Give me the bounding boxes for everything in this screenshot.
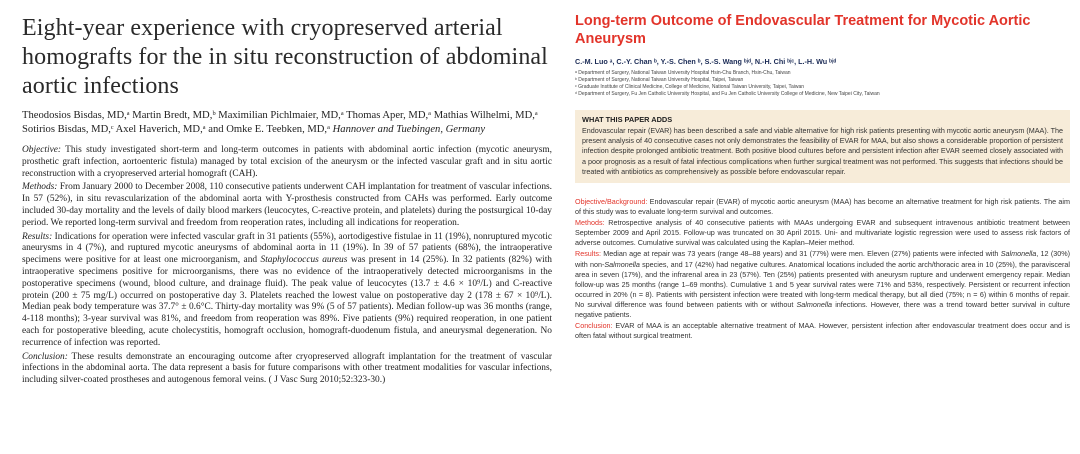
right-results-organism-1: Salmonella [1000,249,1037,259]
left-paper-abstract [22,14,552,444]
right-paper-authors: C.-M. Luo ᵃ, C.-Y. Chan ᵇ, Y.-S. Chen ᵇ, S.-S. Wang ᵇʲᵈ, N.-H. Chi ᵇʲᶜ, L.-H. Wu ᵇʲᵈ [575,57,837,66]
right-methods-text: Retrospective analysis of 40 consecutive patients with MAAs undergoing EVAR and subsequent intravenous antibiotic treatment between September 2009 and April 2015. Follow-up was truncated on 30 April 2015. Uni- and multivariate logistic regression were used to assess risk factors of adverse outcomes. Cumulative survival was calculated using the Kaplan–Meier method. [575,218,1070,248]
left-objective-text: This study investigated short-term and long-term outcomes in patients with abdominal aortic infection (mycotic aneurysm, prosthetic graft infection, aortoenteric fistula) managed by total excision of the aneurysm or the infected vascular graft and in situ aortic reconstruction with a cryopreserved arterial homograft (CAH). [22,145,552,179]
left-conclusion-label: Conclusion: [22,351,68,362]
right-results-text-4: infections. However, there was a trend toward better survival in culture negative patients. [575,299,1070,320]
left-results-organism: Staphylococcus aureus [260,255,348,266]
right-results-text-1: Median age at repair was 73 years (range 48–88 years) and 31 (77%) were men. Eleven (27%) patients were infected with [600,249,1001,259]
right-results-text-2: , 12 (30%) with non- [575,249,1070,269]
right-methods-paragraph [575,218,1070,248]
right-results-label: Results: [575,249,601,259]
right-paper-title: Long-term Outcome of Endovascular Treatment for Mycotic Aortic Aneurysm [575,13,1031,47]
right-conclusion-text: EVAR of MAA is an acceptable alternative treatment of MAA. However, persistent infection after endovascular treatment does occur and is often fatal without surgical treatment. [575,321,1070,341]
left-methods-text: From January 2000 to December 2008, 110 consecutive patients underwent CAH implantation for treatment of vascular infections. In 57 (52%), in situ revascularization of the abdominal aorta with Y-prosthesis constructed from CAHs was performed. Early outcome included 30-day mortality and the levels of daily blood markers (leucocytes, C-reactive protein, and platelets) during the postsurgical 10-day period. We reported long-term survival and freedom from reoperation rates, including all indications for reoperation. [22,182,552,228]
right-results-organism-2: Salmonella [604,259,640,269]
right-methods-label: Methods: [575,218,605,228]
right-conclusion-label: Conclusion: [575,321,613,331]
left-results-label: Results: [22,231,53,242]
left-conclusion-paragraph [22,352,552,387]
affiliation-item: ᶜ Graduate Institute of Clinical Medicine, College of Medicine, National Taiwan University, Taipei, Taiwan [575,84,805,90]
affiliation-item: ᵃ Department of Surgery, National Taiwan University Hospital Hsin-Chu Branch, Hsin-Chu, Taiwan [575,70,791,76]
right-conclusion-paragraph [575,321,1070,341]
left-methods-paragraph [22,182,552,229]
what-this-paper-adds-text: Endovascular repair (EVAR) has been described a safe and viable alternative for high risk patients presenting with mycotic aortic aneurysm (MAA). The present analysis of 40 consecutive cases not only demonstrates the feasibility of EVAR for MAA, but also shows a considerable proportion of persistent infection despite prolonged antibiotic treatment. Both positive blood cultures before and persistent infection after EVAR seemed closely associated with a poor prognosis as a result of fatal infectious complications when further surgical treatment was not performed. This suggests that infections should be treated with antibiotics as comprehensively as possible before endovascular repair. [582,126,1063,176]
right-results-text-3: species, and 17 (42%) had negative cultures. Anatomical locations included the aortic arch/thoracic area in 10 (25%), the paravisceral area in seven (17%), and the infrarenal area in 23 (57%). Ten (25%) patients presented with aneurysm rupture and underwent emergency repair. Median follow-up was 25 months (range 1–69 months). Cumulative 1 and 5 year survival rates were 71% and 53%, respectively. Persistent or recurrent infection occurred in 20% (n = 8). Patients with persistent infection were treated with long-term medical therapy, but all died (75%; n = 6) within 6 months of repair. No survival difference was found between patients with or without [575,259,1070,309]
right-objective-paragraph [575,197,1070,217]
left-paper-abstract-body [22,145,552,387]
affiliation-item: ᵇ Department of Surgery, National Taiwan University Hospital, Taipei, Taiwan [575,77,744,83]
right-results-organism-3: Salmonella [796,299,833,309]
right-paper-abstract [575,12,1070,448]
left-paper-location: Hannover and Tuebingen, Germany [332,123,486,135]
right-objective-label: Objective/Background: [575,197,648,207]
right-results-paragraph [575,249,1070,320]
left-objective-paragraph [22,145,552,180]
left-paper-author-list: Theodosios Bisdas, MD,ᵃ Martin Bredt, MD,ᵇ Maximilian Pichlmaier, MD,ᵃ Thomas Aper, MD,ᵃ Mathias Wilhelmi, MD,ᵃ Sotirios Bisdas, MD,ᶜ Axel Haverich, MD,ᵃ and Omke E. Teebken, MD,ᵃ [22,110,538,135]
left-paper-authors [22,109,552,136]
left-methods-label: Methods: [22,182,58,193]
left-results-text-1: Indications for operation were infected vascular graft in 31 patients (55%), aortodigestive fistulae in 11 (19%), nonruptured mycotic aneurysms in 4 (7%), and ruptured mycotic aneurysms of abdominal aorta in 11 (19%). In 39 of 57 patients (68%), the intraoperative specimens were positive for at least one microorganism, and [22,231,552,266]
right-paper-affiliations [575,70,1070,98]
left-objective-label: Objective: [22,145,62,155]
affiliation-item: ᵈ Department of Surgery, Fu Jen Catholic University Hospital, and Fu Jen Catholic University College of Medicine, New Taipei City, Taiwan [575,91,880,97]
left-paper-title: Eight-year experience with cryopreserved arterial homografts for the in situ reconstruction of abdominal aortic infections [22,15,548,99]
left-conclusion-text: These results demonstrate an encouraging outcome after cryopreserved allograft implantation for the treatment of vascular infections in the abdominal aorta. The data represent a basis for future comparisons with other treatment modalities for vascular infections, including silver-coated prostheses and autogenous femoral veins. ( J Vasc Surg 2010;52:323-30.) [22,351,552,386]
right-paper-abstract-body [575,197,1070,341]
left-results-paragraph [22,232,552,350]
left-results-text-2: was present in 14 (25%). In 32 patients (82%) with intraoperative specimens positive for microorganisms, there was no evidence of the intraoperatively detected microorganisms in the postoperative specimens (wound, blood culture, and drainage fluid). The peak value of leucocytes (13.7 ± 4.6 × 10⁹/L) and C-reactive protein (200 ± 75 mg/L) occurred on postoperative day 3. Platelets reached the lowest value on postoperative day 2 (178 ± 67 × 10⁹/L). Median peak body temperature was 37.7° ± 0.6°C. Thirty-day mortality was 9% (5 of 57 patients). Median follow-up was 36 months (range, 4-118 months); 3-year survival was 81%, and freedom from reoperation was 89%. Five patients (9%) required reoperation, in one patient each for postoperative bleeding, acute cholecystitis, homograft occlusion, homograft-duodenum fistula, and aneurysmal degeneration. No recurrence of infection was reported. [22,255,552,348]
what-this-paper-adds-box [575,110,1070,183]
right-objective-text: Endovascular repair (EVAR) of mycotic aortic aneurysm (MAA) has become an alternative treatment for high risk patients. The aim of this study was to evaluate long-term survival and outcomes. [575,197,1070,217]
what-this-paper-adds-title: WHAT THIS PAPER ADDS [582,115,673,124]
